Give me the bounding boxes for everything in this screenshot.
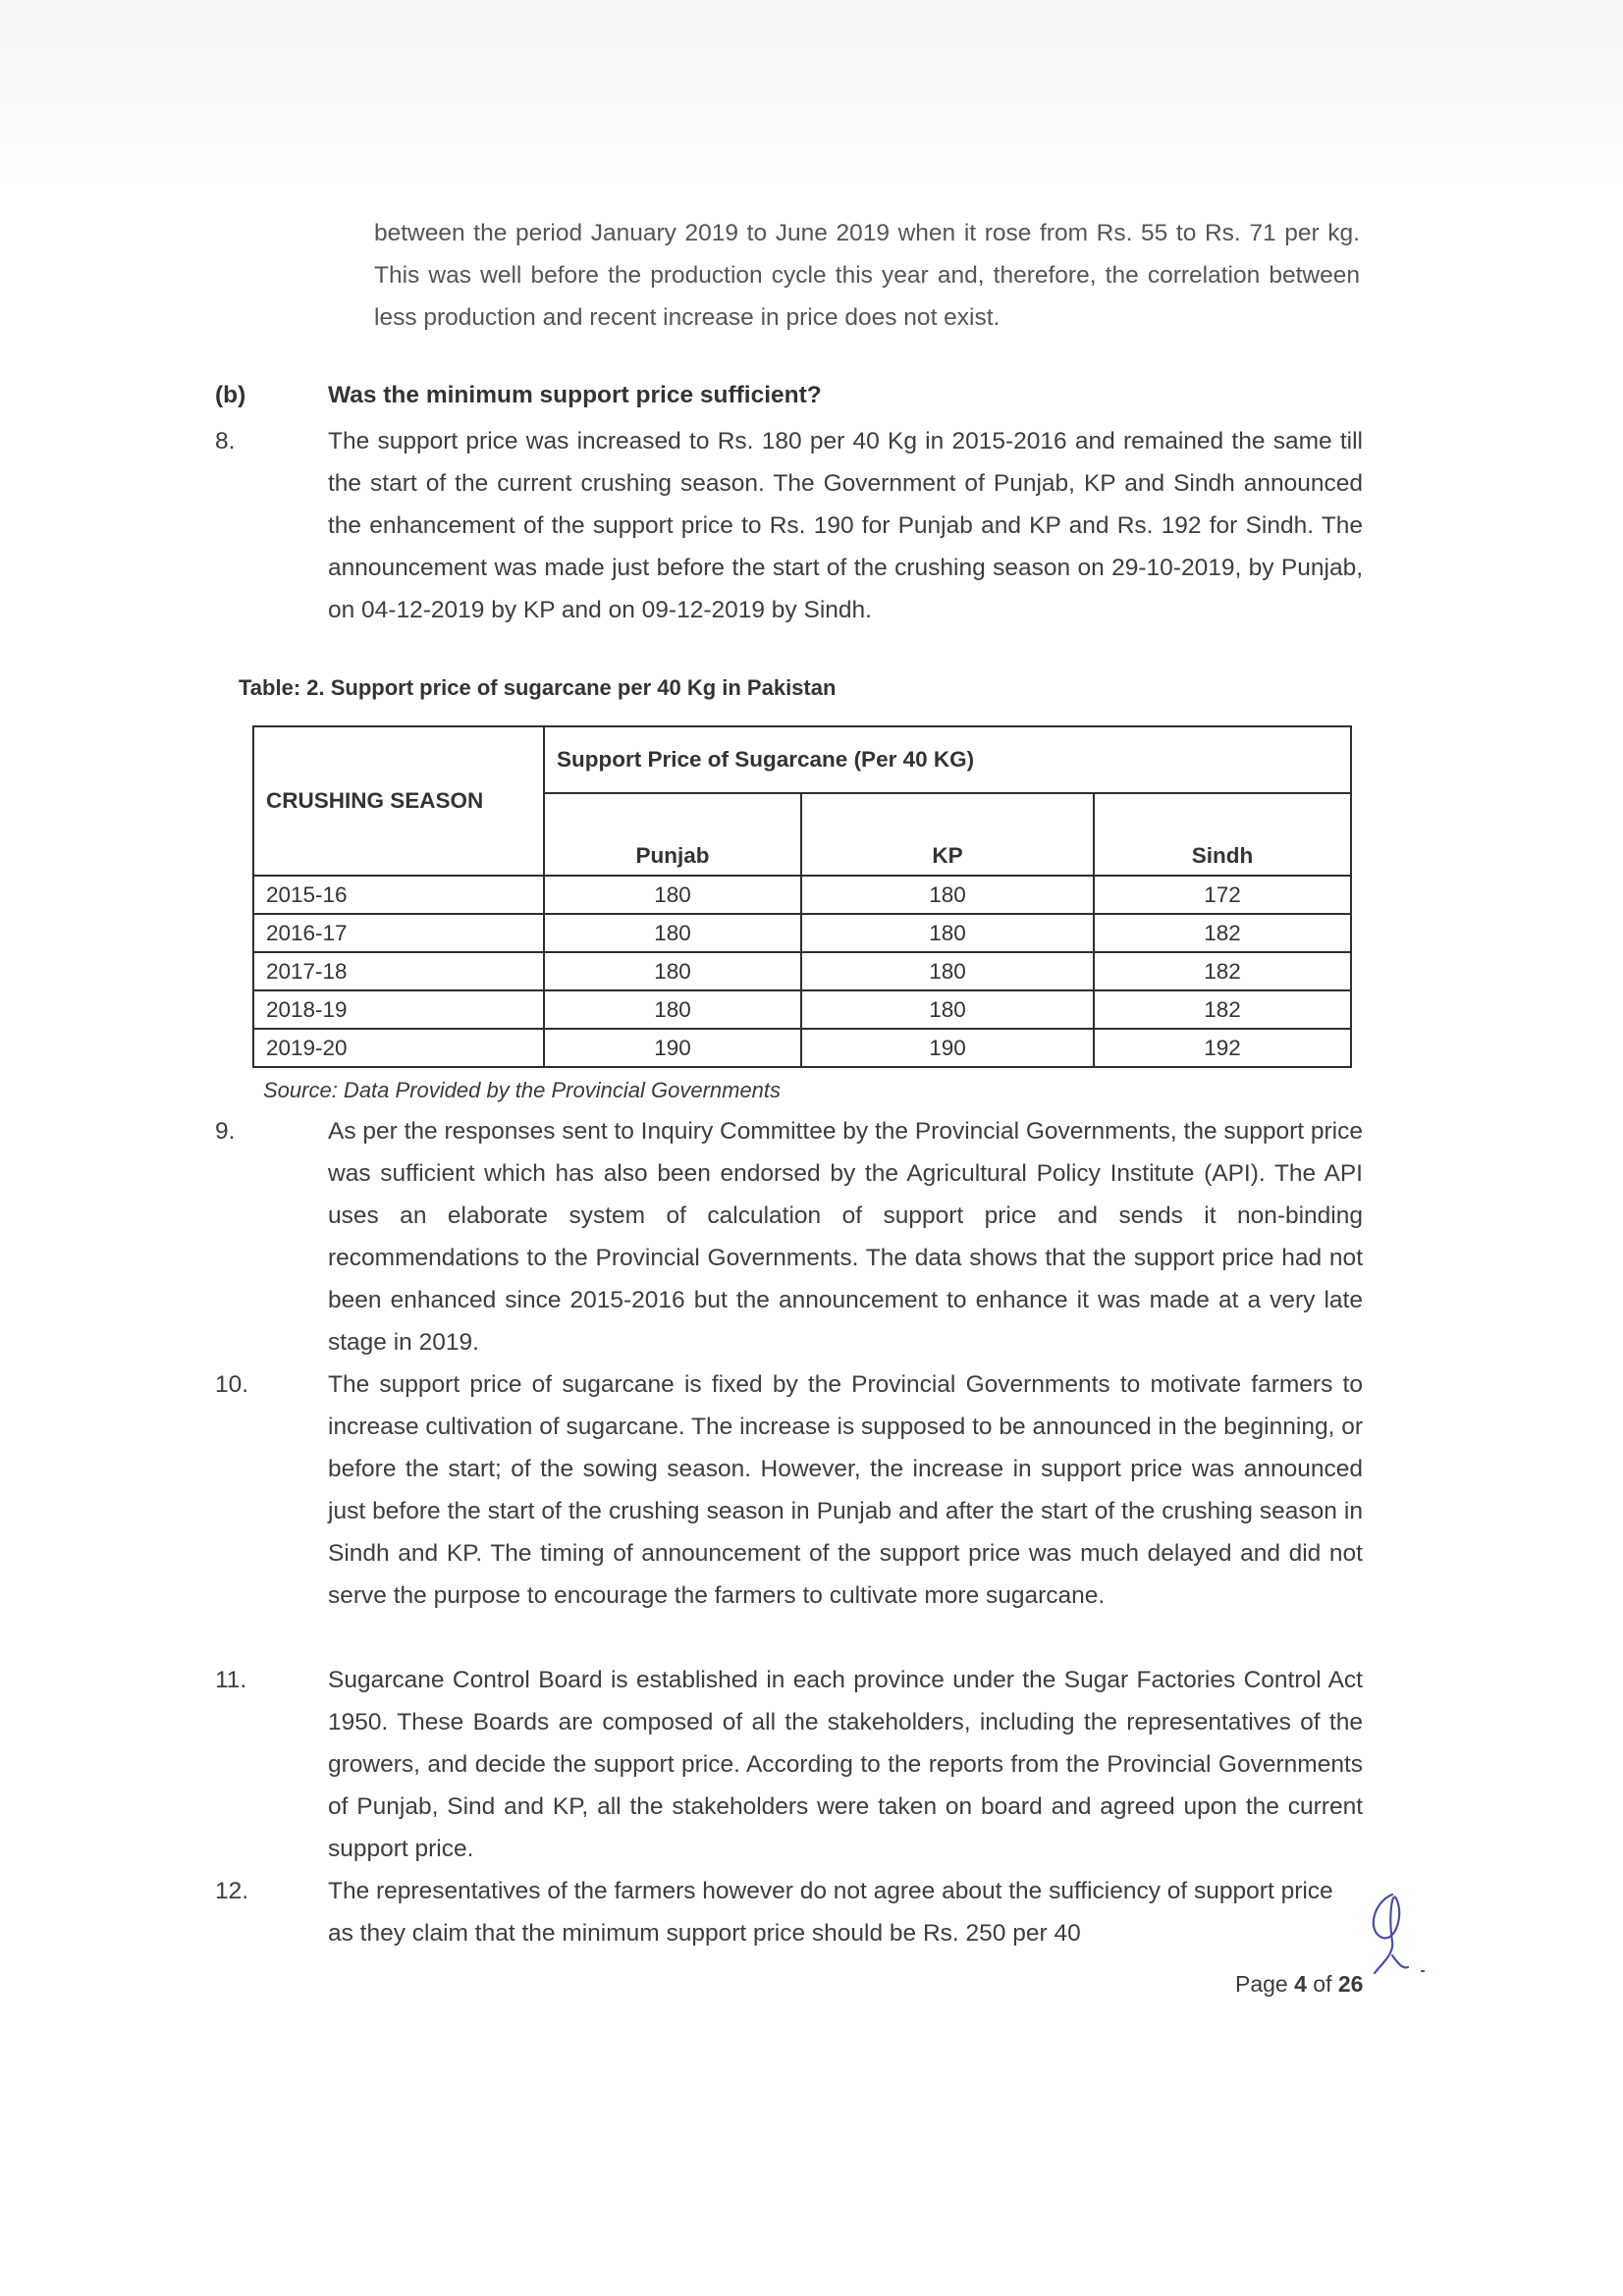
page-total: 26 [1337,1971,1364,1997]
paragraph-number: 9. [215,1118,236,1145]
season-column-header: CRUSHING SEASON [253,726,544,876]
table-row [253,876,1351,914]
column-header-kp: KP [801,793,1094,876]
season-cell: 2017-18 [253,952,544,990]
table-row [253,952,1351,990]
page-number [1235,1971,1363,1998]
punjab-cell: 190 [544,1029,801,1067]
kp-cell: 180 [801,876,1094,914]
season-cell: 2015-16 [253,876,544,914]
season-cell: 2019-20 [253,1029,544,1067]
section-marker: (b) [215,382,246,408]
sindh-cell: 182 [1094,990,1351,1029]
paragraph-number: 8. [215,428,236,454]
page-current: 4 [1294,1971,1307,1997]
sindh-cell: 182 [1094,914,1351,952]
punjab-cell: 180 [544,952,801,990]
sindh-cell: 182 [1094,952,1351,990]
support-price-table [252,725,1352,1068]
season-cell: 2018-19 [253,990,544,1029]
signature-icon [1353,1885,1461,1993]
sindh-cell: 172 [1094,876,1351,914]
paragraph-text: The support price of sugarcane is fixed by the Provincial Governments to motivate farmers to increase cultivation of sugarcane. The increase is supposed to be announced in the beginning, or before the start; of the sowing season. However, the increase in support price was announced just before the start of the crushing season in Punjab and after the start of the crushing season in Sindh and KP. The timing of announcement of the support price was much delayed and did not serve the purpose to encourage the farmers to cultivate more sugarcane. [328,1371,1363,1609]
continuation-paragraph: between the period January 2019 to June 2019 when it rose from Rs. 55 to Rs. 71 per kg. This was well before the production cycle this year and, therefore, the correlation between less production and recent increase in price does not exist. [374,220,1360,331]
table-caption: Table: 2. Support price of sugarcane per 40 Kg in Pakistan [239,675,837,700]
punjab-cell: 180 [544,990,801,1029]
kp-cell: 180 [801,952,1094,990]
paragraph-text: The representatives of the farmers however do not agree about the sufficiency of support price as they claim that the minimum support price should be Rs. 250 per 40 [328,1878,1333,1947]
page-prefix: Page [1235,1971,1295,1997]
sindh-cell: 192 [1094,1029,1351,1067]
paragraph-number: 10. [215,1371,249,1398]
table-row [253,990,1351,1029]
table-row [253,914,1351,952]
paragraph-text: The support price was increased to Rs. 180 per 40 Kg in 2015-2016 and remained the same till the start of the current crushing season. The Government of Punjab, KP and Sindh announced the enhancement of the support price to Rs. 190 for Punjab and KP and Rs. 192 for Sindh. The announcement was made just before the start of the crushing season on 29-10-2019, by Punjab, on 04-12-2019 by KP and on 09-12-2019 by Sindh. [328,428,1363,623]
kp-cell: 180 [801,914,1094,952]
kp-cell: 180 [801,990,1094,1029]
column-header-sindh: Sindh [1094,793,1351,876]
section-title: Was the minimum support price sufficient? [328,382,822,408]
paragraph-number: 11. [215,1667,247,1693]
paragraph-number: 12. [215,1878,249,1904]
page-of: of [1306,1971,1338,1997]
table-source-note: Source: Data Provided by the Provincial Governments [263,1078,782,1102]
punjab-cell: 180 [544,876,801,914]
kp-cell: 190 [801,1029,1094,1067]
table-row [253,1029,1351,1067]
paragraph-text: Sugarcane Control Board is established in each province under the Sugar Factories Control Act 1950. These Boards are composed of all the stakeholders, including the representatives of the growers, and decide the support price. According to the reports from the Provincial Governments of Punjab, Sind and KP, all the stakeholders were taken on board and agreed upon the current support price. [328,1667,1363,1862]
paragraph-text: As per the responses sent to Inquiry Committee by the Provincial Governments, the support price was sufficient which has also been endorsed by the Agricultural Policy Institute (API). The API uses an elaborate system of calculation of support price and sends it non-binding recommendations to the Provincial Governments. The data shows that the support price had not been enhanced since 2015-2016 but the announcement to enhance it was made at a very late stage in 2019. [328,1118,1364,1356]
season-cell: 2016-17 [253,914,544,952]
column-header-punjab: Punjab [544,793,801,876]
punjab-cell: 180 [544,914,801,952]
price-group-header: Support Price of Sugarcane (Per 40 KG) [544,726,1351,793]
